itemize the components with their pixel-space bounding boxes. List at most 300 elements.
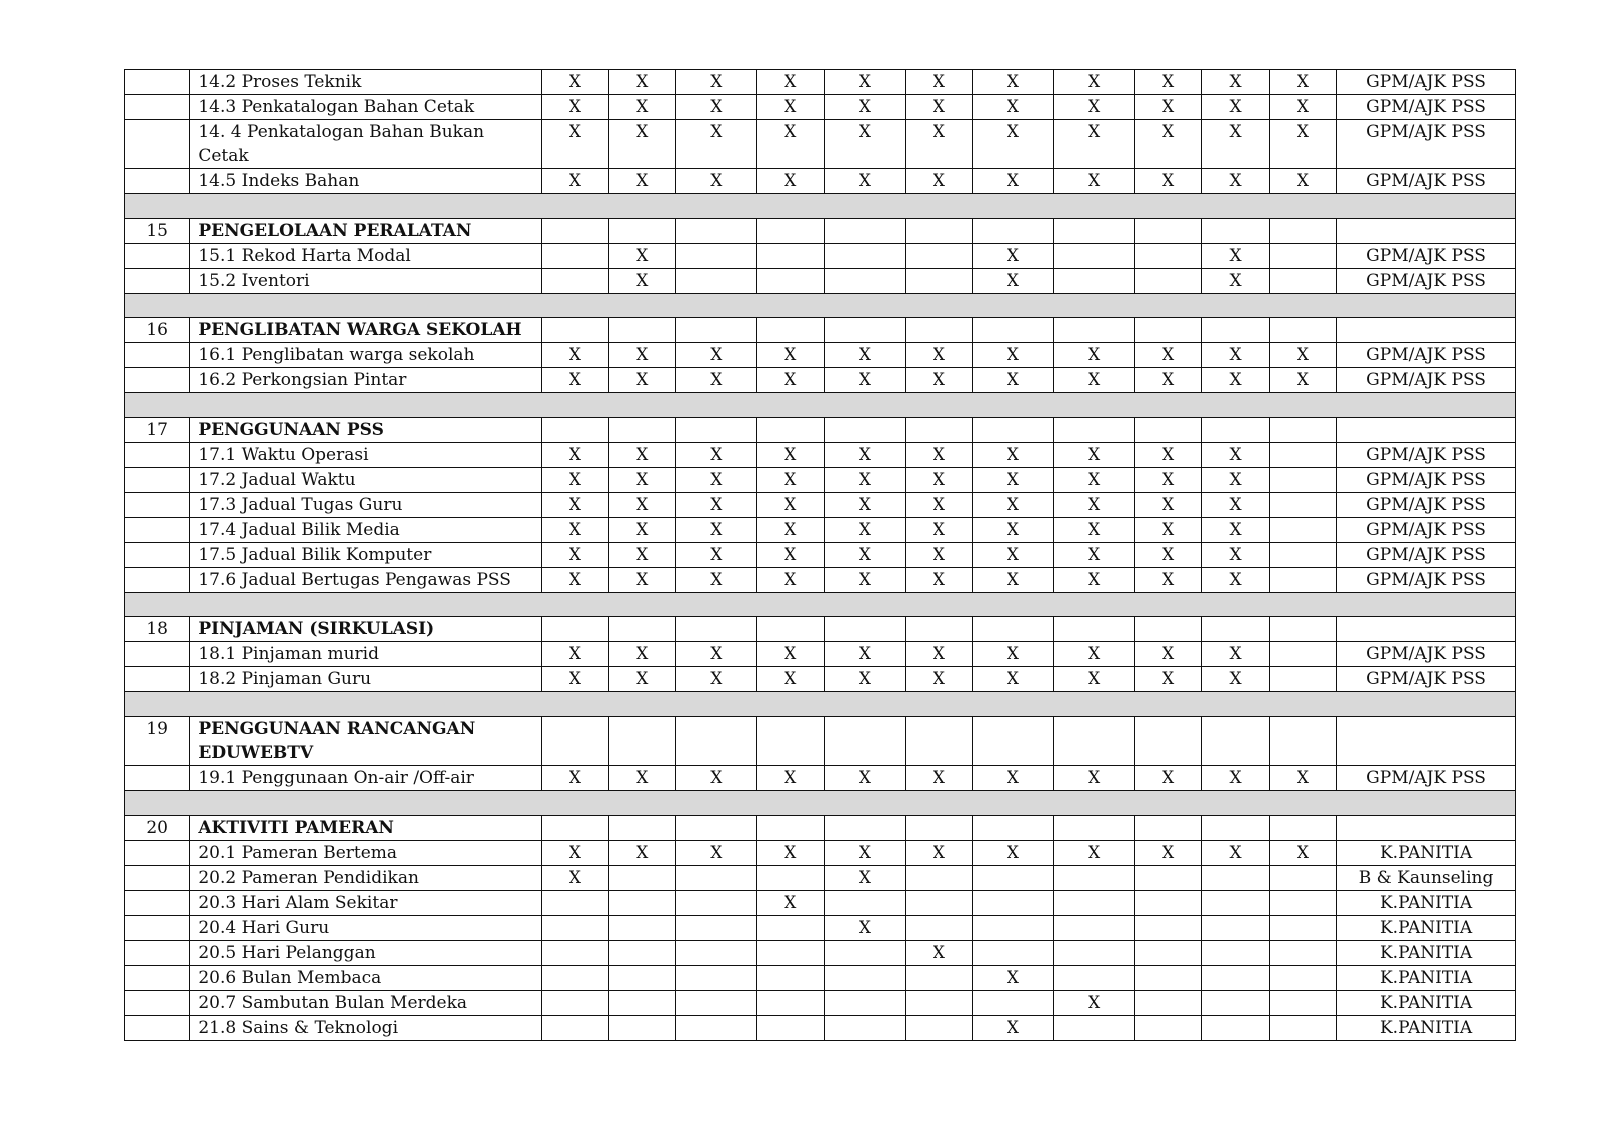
section-title-cell: PENGGUNAAN PSS	[190, 417, 541, 442]
schedule-mark-cell	[1269, 915, 1336, 940]
responsible-party-cell: GPM/AJK PSS	[1337, 567, 1516, 592]
section-number-cell	[125, 268, 190, 293]
activity-description-cell: 14.2 Proses Teknik	[190, 70, 541, 95]
schedule-mark-cell	[541, 218, 608, 243]
schedule-mark-cell: X	[676, 169, 757, 194]
schedule-mark-cell: X	[972, 169, 1054, 194]
schedule-mark-cell: X	[1202, 343, 1269, 368]
responsible-party-cell: GPM/AJK PSS	[1337, 442, 1516, 467]
section-number-cell	[125, 120, 190, 169]
schedule-mark-cell: X	[1202, 492, 1269, 517]
schedule-mark-cell: X	[676, 120, 757, 169]
schedule-mark-cell: X	[1054, 990, 1135, 1015]
schedule-mark-cell: X	[1202, 642, 1269, 667]
schedule-mark-cell: X	[1269, 70, 1336, 95]
responsible-party-cell: GPM/AJK PSS	[1337, 368, 1516, 393]
schedule-mark-cell: X	[1269, 95, 1336, 120]
activity-description-cell: 17.1 Waktu Operasi	[190, 442, 541, 467]
schedule-mark-cell: X	[1202, 667, 1269, 692]
separator-cell	[125, 592, 1516, 617]
schedule-mark-cell: X	[906, 169, 972, 194]
schedule-mark-cell: X	[609, 765, 676, 790]
schedule-mark-cell: X	[541, 667, 608, 692]
responsible-party-cell: K.PANITIA	[1337, 915, 1516, 940]
schedule-mark-cell	[972, 890, 1054, 915]
schedule-mark-cell	[541, 617, 608, 642]
section-number-cell	[125, 70, 190, 95]
schedule-mark-cell: X	[757, 840, 824, 865]
responsible-party-cell: GPM/AJK PSS	[1337, 95, 1516, 120]
schedule-mark-cell: X	[541, 120, 608, 169]
schedule-mark-cell	[1202, 865, 1269, 890]
section-title-cell: AKTIVITI PAMERAN	[190, 815, 541, 840]
schedule-mark-cell	[1134, 1015, 1201, 1040]
schedule-mark-cell: X	[609, 567, 676, 592]
section-header-row	[125, 417, 1516, 442]
schedule-mark-cell	[1202, 617, 1269, 642]
schedule-mark-cell: X	[972, 840, 1054, 865]
schedule-mark-cell	[824, 990, 906, 1015]
section-title-cell: PENGLIBATAN WARGA SEKOLAH	[190, 318, 541, 343]
activity-description-cell: 14. 4 Penkatalogan Bahan Bukan Cetak	[190, 120, 541, 169]
table-row	[125, 865, 1516, 890]
separator-cell	[125, 194, 1516, 219]
schedule-mark-cell: X	[1134, 368, 1201, 393]
table-row	[125, 343, 1516, 368]
schedule-mark-cell: X	[1054, 442, 1135, 467]
schedule-mark-cell	[676, 815, 757, 840]
schedule-mark-cell: X	[609, 492, 676, 517]
schedule-mark-cell: X	[972, 492, 1054, 517]
schedule-mark-cell: X	[824, 169, 906, 194]
schedule-mark-cell	[1269, 890, 1336, 915]
section-number-cell	[125, 865, 190, 890]
section-separator-row	[125, 393, 1516, 418]
schedule-mark-cell: X	[906, 517, 972, 542]
section-number-cell	[125, 492, 190, 517]
schedule-mark-cell	[824, 268, 906, 293]
activity-description-cell: 20.7 Sambutan Bulan Merdeka	[190, 990, 541, 1015]
schedule-mark-cell	[824, 716, 906, 765]
schedule-mark-cell	[1269, 467, 1336, 492]
schedule-mark-cell: X	[676, 765, 757, 790]
responsible-party-cell: K.PANITIA	[1337, 990, 1516, 1015]
activity-description-cell: 20.2 Pameran Pendidikan	[190, 865, 541, 890]
activity-description-cell: 20.5 Hari Pelanggan	[190, 940, 541, 965]
schedule-mark-cell: X	[906, 840, 972, 865]
schedule-mark-cell: X	[1054, 169, 1135, 194]
schedule-mark-cell: X	[541, 368, 608, 393]
schedule-mark-cell: X	[1202, 467, 1269, 492]
schedule-mark-cell	[1134, 243, 1201, 268]
schedule-mark-cell: X	[1054, 492, 1135, 517]
table-body	[125, 70, 1516, 1041]
section-number-cell	[125, 467, 190, 492]
schedule-mark-cell	[1134, 218, 1201, 243]
schedule-mark-cell: X	[1202, 517, 1269, 542]
schedule-mark-cell	[676, 318, 757, 343]
schedule-mark-cell	[972, 218, 1054, 243]
responsible-party-cell: K.PANITIA	[1337, 890, 1516, 915]
table-row	[125, 840, 1516, 865]
activity-description-cell: 20.3 Hari Alam Sekitar	[190, 890, 541, 915]
activity-description-cell: 15.1 Rekod Harta Modal	[190, 243, 541, 268]
schedule-mark-cell: X	[757, 890, 824, 915]
schedule-mark-cell	[541, 716, 608, 765]
table-row	[125, 368, 1516, 393]
schedule-mark-cell: X	[972, 542, 1054, 567]
schedule-mark-cell	[1054, 915, 1135, 940]
schedule-mark-cell: X	[824, 343, 906, 368]
schedule-mark-cell: X	[609, 442, 676, 467]
schedule-mark-cell: X	[1202, 169, 1269, 194]
activity-description-cell: 18.2 Pinjaman Guru	[190, 667, 541, 692]
activity-description-cell: 17.2 Jadual Waktu	[190, 467, 541, 492]
schedule-mark-cell: X	[972, 965, 1054, 990]
schedule-mark-cell	[972, 990, 1054, 1015]
schedule-mark-cell	[1134, 890, 1201, 915]
schedule-mark-cell: X	[541, 442, 608, 467]
schedule-mark-cell	[676, 243, 757, 268]
schedule-mark-cell: X	[1202, 95, 1269, 120]
schedule-mark-cell: X	[676, 492, 757, 517]
schedule-mark-cell	[906, 815, 972, 840]
responsible-party-cell	[1337, 318, 1516, 343]
schedule-mark-cell: X	[824, 642, 906, 667]
activity-description-cell: 16.1 Penglibatan warga sekolah	[190, 343, 541, 368]
schedule-mark-cell	[676, 716, 757, 765]
schedule-mark-cell: X	[757, 492, 824, 517]
schedule-mark-cell	[906, 417, 972, 442]
schedule-mark-cell: X	[906, 492, 972, 517]
schedule-mark-cell: X	[676, 642, 757, 667]
schedule-mark-cell: X	[757, 343, 824, 368]
schedule-mark-cell	[609, 865, 676, 890]
schedule-mark-cell: X	[757, 442, 824, 467]
schedule-mark-cell: X	[824, 492, 906, 517]
table-row	[125, 517, 1516, 542]
schedule-mark-cell: X	[757, 667, 824, 692]
schedule-mark-cell	[541, 890, 608, 915]
schedule-mark-cell	[972, 915, 1054, 940]
schedule-mark-cell: X	[757, 368, 824, 393]
section-number-cell: 20	[125, 815, 190, 840]
separator-cell	[125, 293, 1516, 318]
schedule-mark-cell: X	[609, 268, 676, 293]
schedule-mark-cell	[824, 617, 906, 642]
schedule-mark-cell	[1054, 243, 1135, 268]
schedule-mark-cell	[824, 318, 906, 343]
schedule-mark-cell: X	[541, 492, 608, 517]
schedule-mark-cell	[757, 865, 824, 890]
schedule-mark-cell	[609, 940, 676, 965]
schedule-mark-cell: X	[824, 542, 906, 567]
section-number-cell	[125, 169, 190, 194]
schedule-mark-cell: X	[757, 517, 824, 542]
schedule-mark-cell: X	[1202, 70, 1269, 95]
schedule-mark-cell: X	[676, 343, 757, 368]
schedule-mark-cell: X	[541, 467, 608, 492]
schedule-mark-cell: X	[609, 95, 676, 120]
schedule-mark-cell	[906, 990, 972, 1015]
schedule-mark-cell: X	[824, 865, 906, 890]
schedule-mark-cell	[609, 815, 676, 840]
responsible-party-cell	[1337, 716, 1516, 765]
schedule-mark-cell: X	[1134, 343, 1201, 368]
schedule-mark-cell: X	[1202, 368, 1269, 393]
schedule-mark-cell: X	[1202, 442, 1269, 467]
schedule-mark-cell: X	[1134, 169, 1201, 194]
table-row	[125, 542, 1516, 567]
schedule-mark-cell	[1134, 815, 1201, 840]
schedule-mark-cell	[1269, 940, 1336, 965]
schedule-mark-cell	[676, 617, 757, 642]
schedule-mark-cell: X	[757, 95, 824, 120]
schedule-mark-cell: X	[906, 95, 972, 120]
schedule-mark-cell: X	[906, 343, 972, 368]
schedule-mark-cell	[1269, 567, 1336, 592]
responsible-party-cell: GPM/AJK PSS	[1337, 467, 1516, 492]
schedule-mark-cell: X	[676, 467, 757, 492]
activity-description-cell: 19.1 Penggunaan On-air /Off-air	[190, 765, 541, 790]
schedule-mark-cell: X	[541, 765, 608, 790]
schedule-mark-cell	[757, 716, 824, 765]
schedule-mark-cell: X	[1202, 243, 1269, 268]
schedule-mark-cell	[1269, 815, 1336, 840]
schedule-mark-cell	[1054, 318, 1135, 343]
schedule-mark-cell: X	[541, 95, 608, 120]
schedule-mark-cell	[676, 218, 757, 243]
schedule-mark-cell: X	[541, 840, 608, 865]
schedule-mark-cell	[1269, 218, 1336, 243]
responsible-party-cell: GPM/AJK PSS	[1337, 642, 1516, 667]
schedule-mark-cell: X	[757, 120, 824, 169]
schedule-mark-cell: X	[609, 667, 676, 692]
schedule-mark-cell: X	[609, 517, 676, 542]
table-row	[125, 940, 1516, 965]
schedule-mark-cell: X	[972, 95, 1054, 120]
responsible-party-cell: K.PANITIA	[1337, 940, 1516, 965]
schedule-mark-cell: X	[906, 442, 972, 467]
schedule-mark-cell	[1134, 417, 1201, 442]
schedule-mark-cell	[972, 815, 1054, 840]
schedule-mark-cell	[972, 940, 1054, 965]
schedule-mark-cell: X	[906, 120, 972, 169]
schedule-mark-cell	[757, 417, 824, 442]
schedule-mark-cell	[1269, 617, 1336, 642]
table-row	[125, 890, 1516, 915]
schedule-mark-cell: X	[757, 467, 824, 492]
schedule-mark-cell	[676, 965, 757, 990]
schedule-mark-cell: X	[824, 70, 906, 95]
responsible-party-cell: GPM/AJK PSS	[1337, 517, 1516, 542]
schedule-mark-cell: X	[1054, 642, 1135, 667]
schedule-mark-cell: X	[824, 567, 906, 592]
activity-schedule-table	[124, 69, 1516, 1041]
schedule-mark-cell	[757, 268, 824, 293]
schedule-mark-cell: X	[1134, 442, 1201, 467]
schedule-mark-cell	[972, 318, 1054, 343]
section-number-cell	[125, 990, 190, 1015]
schedule-mark-cell: X	[1054, 765, 1135, 790]
section-header-row	[125, 617, 1516, 642]
schedule-mark-cell: X	[676, 70, 757, 95]
schedule-mark-cell: X	[609, 368, 676, 393]
schedule-mark-cell	[1202, 417, 1269, 442]
schedule-mark-cell	[541, 965, 608, 990]
section-header-row	[125, 815, 1516, 840]
schedule-mark-cell	[1269, 442, 1336, 467]
schedule-mark-cell: X	[824, 368, 906, 393]
schedule-mark-cell: X	[541, 343, 608, 368]
schedule-mark-cell: X	[972, 667, 1054, 692]
schedule-mark-cell: X	[824, 120, 906, 169]
schedule-mark-cell	[541, 990, 608, 1015]
schedule-mark-cell: X	[1134, 467, 1201, 492]
schedule-mark-cell: X	[972, 343, 1054, 368]
schedule-mark-cell	[1134, 940, 1201, 965]
schedule-mark-cell: X	[1202, 567, 1269, 592]
schedule-mark-cell: X	[1054, 120, 1135, 169]
schedule-mark-cell	[541, 243, 608, 268]
schedule-mark-cell: X	[609, 169, 676, 194]
schedule-mark-cell	[1134, 617, 1201, 642]
responsible-party-cell: GPM/AJK PSS	[1337, 268, 1516, 293]
schedule-mark-cell	[972, 865, 1054, 890]
activity-description-cell: 20.1 Pameran Bertema	[190, 840, 541, 865]
table-row	[125, 765, 1516, 790]
schedule-mark-cell	[1202, 965, 1269, 990]
schedule-mark-cell: X	[972, 243, 1054, 268]
schedule-mark-cell: X	[1134, 492, 1201, 517]
schedule-mark-cell	[906, 716, 972, 765]
schedule-mark-cell	[609, 318, 676, 343]
schedule-mark-cell: X	[824, 915, 906, 940]
schedule-mark-cell	[1134, 990, 1201, 1015]
schedule-mark-cell: X	[609, 642, 676, 667]
schedule-mark-cell	[906, 915, 972, 940]
section-separator-row	[125, 790, 1516, 815]
responsible-party-cell: GPM/AJK PSS	[1337, 765, 1516, 790]
schedule-mark-cell	[1054, 218, 1135, 243]
responsible-party-cell: GPM/AJK PSS	[1337, 169, 1516, 194]
schedule-mark-cell	[757, 318, 824, 343]
schedule-mark-cell	[1269, 243, 1336, 268]
schedule-mark-cell: X	[609, 243, 676, 268]
section-number-cell: 17	[125, 417, 190, 442]
schedule-mark-cell	[609, 890, 676, 915]
section-separator-row	[125, 592, 1516, 617]
section-title-cell: PENGGUNAAN RANCANGAN EDUWEBTV	[190, 716, 541, 765]
schedule-mark-cell: X	[541, 865, 608, 890]
schedule-mark-cell: X	[1269, 120, 1336, 169]
responsible-party-cell: GPM/AJK PSS	[1337, 243, 1516, 268]
schedule-mark-cell: X	[1054, 343, 1135, 368]
section-number-cell: 18	[125, 617, 190, 642]
schedule-mark-cell: X	[1134, 667, 1201, 692]
schedule-mark-cell: X	[906, 70, 972, 95]
schedule-mark-cell	[1054, 617, 1135, 642]
schedule-mark-cell: X	[1269, 765, 1336, 790]
schedule-mark-cell: X	[972, 1015, 1054, 1040]
schedule-mark-cell: X	[906, 542, 972, 567]
schedule-mark-cell	[972, 617, 1054, 642]
schedule-mark-cell	[824, 243, 906, 268]
schedule-mark-cell: X	[1134, 517, 1201, 542]
schedule-mark-cell	[1269, 865, 1336, 890]
schedule-mark-cell	[757, 243, 824, 268]
schedule-mark-cell: X	[1134, 840, 1201, 865]
schedule-mark-cell	[1269, 417, 1336, 442]
schedule-mark-cell: X	[1134, 95, 1201, 120]
section-header-row	[125, 218, 1516, 243]
schedule-mark-cell	[1269, 990, 1336, 1015]
schedule-mark-cell: X	[1269, 368, 1336, 393]
schedule-mark-cell	[1269, 716, 1336, 765]
schedule-mark-cell: X	[824, 517, 906, 542]
schedule-mark-cell	[609, 915, 676, 940]
schedule-mark-cell	[1202, 318, 1269, 343]
table-row	[125, 70, 1516, 95]
schedule-mark-cell: X	[972, 517, 1054, 542]
schedule-mark-cell	[1054, 940, 1135, 965]
schedule-mark-cell: X	[1054, 70, 1135, 95]
schedule-mark-cell: X	[972, 120, 1054, 169]
activity-description-cell: 20.4 Hari Guru	[190, 915, 541, 940]
schedule-mark-cell: X	[757, 642, 824, 667]
schedule-mark-cell: X	[824, 765, 906, 790]
responsible-party-cell: GPM/AJK PSS	[1337, 343, 1516, 368]
schedule-mark-cell: X	[541, 70, 608, 95]
schedule-mark-cell: X	[972, 70, 1054, 95]
schedule-mark-cell	[1269, 318, 1336, 343]
section-header-row	[125, 716, 1516, 765]
schedule-mark-cell	[676, 990, 757, 1015]
section-number-cell	[125, 95, 190, 120]
schedule-mark-cell: X	[1202, 120, 1269, 169]
schedule-mark-cell: X	[824, 840, 906, 865]
schedule-mark-cell: X	[1054, 840, 1135, 865]
schedule-mark-cell	[1134, 716, 1201, 765]
schedule-mark-cell: X	[676, 667, 757, 692]
schedule-mark-cell: X	[1054, 542, 1135, 567]
schedule-mark-cell: X	[609, 343, 676, 368]
schedule-mark-cell: X	[541, 517, 608, 542]
schedule-mark-cell: X	[1269, 343, 1336, 368]
schedule-mark-cell	[824, 965, 906, 990]
schedule-mark-cell	[1134, 915, 1201, 940]
schedule-mark-cell: X	[1269, 169, 1336, 194]
schedule-mark-cell	[676, 940, 757, 965]
section-separator-row	[125, 194, 1516, 219]
schedule-mark-cell	[757, 990, 824, 1015]
schedule-mark-cell: X	[906, 642, 972, 667]
schedule-mark-cell: X	[906, 467, 972, 492]
schedule-mark-cell	[609, 617, 676, 642]
schedule-mark-cell	[972, 417, 1054, 442]
schedule-mark-cell	[1134, 965, 1201, 990]
schedule-mark-cell: X	[1054, 567, 1135, 592]
responsible-party-cell: GPM/AJK PSS	[1337, 120, 1516, 169]
schedule-mark-cell: X	[972, 642, 1054, 667]
schedule-mark-cell	[906, 865, 972, 890]
section-separator-row	[125, 293, 1516, 318]
responsible-party-cell: GPM/AJK PSS	[1337, 492, 1516, 517]
schedule-mark-cell	[757, 617, 824, 642]
schedule-mark-cell: X	[676, 95, 757, 120]
schedule-mark-cell	[609, 218, 676, 243]
schedule-mark-cell	[757, 940, 824, 965]
